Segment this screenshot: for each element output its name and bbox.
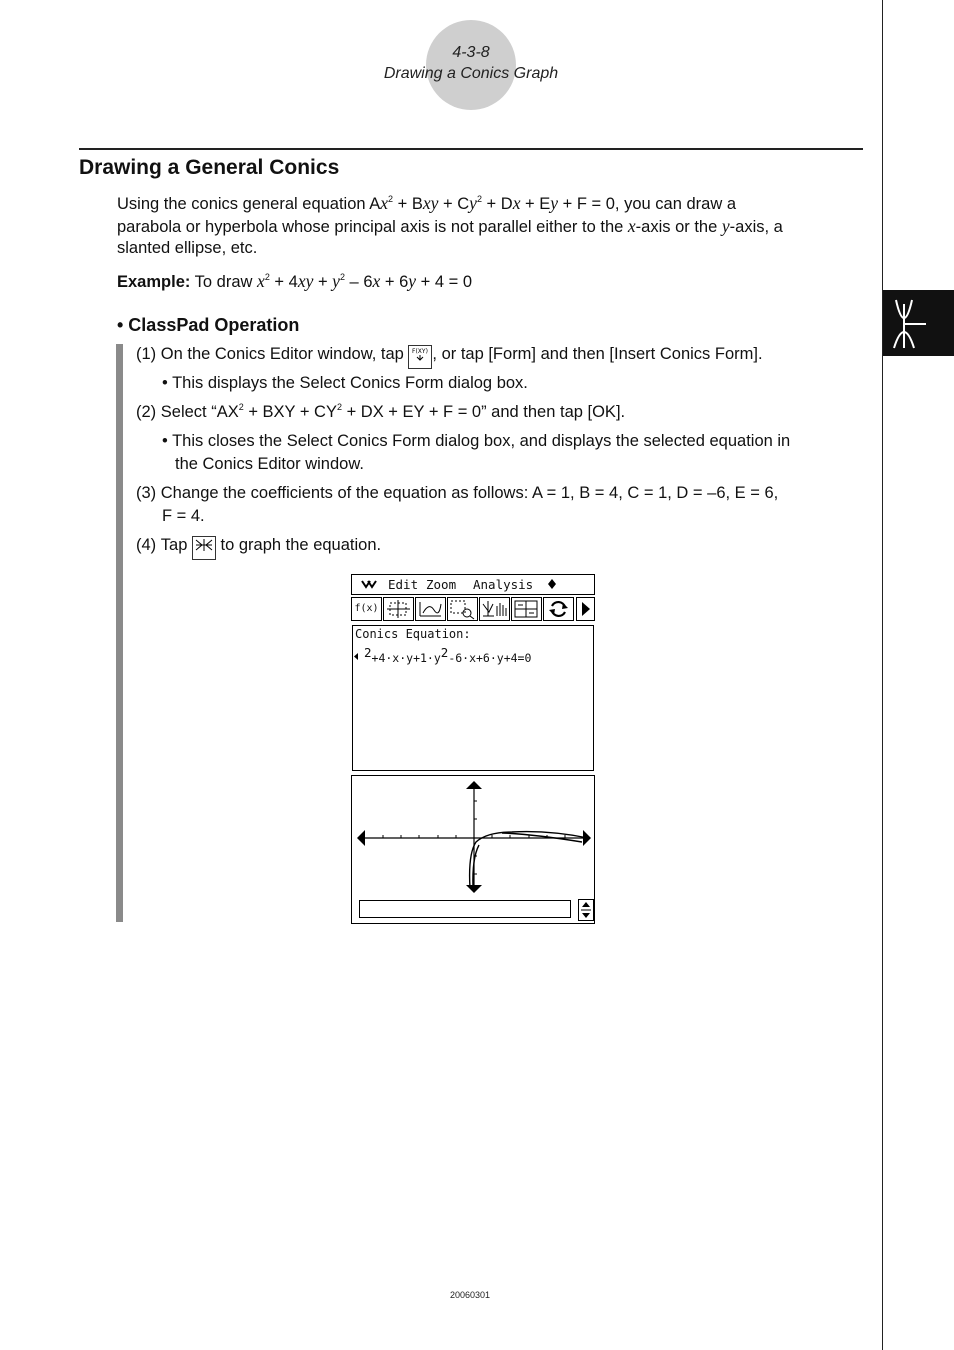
section-title: Drawing a General Conics bbox=[79, 156, 340, 179]
intro-line-3: slanted ellipse, etc. bbox=[117, 239, 258, 257]
step-3: (3) Change the coefficients of the equation as follows: A = 1, B = 4, C = 1, D = –6, E = 6, bbox=[136, 484, 779, 502]
zoom-box-icon bbox=[384, 598, 413, 620]
pan-hand-icon bbox=[480, 598, 509, 620]
toolbar-scroll-right[interactable] bbox=[576, 597, 595, 621]
conics-graph-icon bbox=[883, 290, 954, 356]
status-scroll-arrows[interactable] bbox=[578, 899, 594, 921]
page-number: 4-3-8 bbox=[452, 44, 490, 61]
conics-editor[interactable] bbox=[352, 625, 594, 771]
menu-zoom[interactable]: Zoom bbox=[426, 577, 457, 592]
split-window-icon bbox=[512, 598, 541, 620]
menu-bar bbox=[351, 574, 595, 595]
fx-button[interactable]: f(x) bbox=[351, 597, 382, 621]
pan-button[interactable] bbox=[479, 597, 510, 621]
classpad-screenshot bbox=[351, 574, 595, 924]
graph-window[interactable] bbox=[351, 775, 595, 924]
view-window-button[interactable] bbox=[415, 597, 446, 621]
example-line: Example: To draw $x^2 + 4xy + y^2 - 6x + 6y + 4 = 0$ bbox=[117, 271, 473, 291]
footer-code: 20060301 bbox=[449, 1290, 491, 1300]
zoom-box-button[interactable] bbox=[383, 597, 414, 621]
toolbar bbox=[351, 597, 595, 621]
arrow-right-icon bbox=[577, 598, 594, 620]
menu-edit[interactable]: Edit bbox=[388, 577, 419, 592]
step-2: (2) Select “$AX^2$ + BXY + $CY^2$ + DX + EY + F = 0” and then tap [OK]. bbox=[136, 402, 626, 421]
menu-diamond-icon[interactable] bbox=[546, 575, 558, 599]
menu-analysis[interactable]: Analysis bbox=[473, 577, 534, 592]
status-input-field[interactable] bbox=[359, 900, 571, 918]
section-rule bbox=[79, 148, 863, 150]
step-4: (4) Tap to graph the equation. bbox=[136, 534, 381, 560]
chapter-tab bbox=[883, 290, 954, 356]
operation-heading: • ClassPad Operation bbox=[117, 315, 300, 335]
step-2-bullet: • This closes the Select Conics Form dialog box, and displays the selected equation in bbox=[162, 432, 791, 450]
menu-dropdown-icon[interactable] bbox=[360, 575, 380, 599]
operation-side-bar bbox=[116, 344, 123, 922]
redraw-button[interactable] bbox=[543, 597, 574, 621]
window-split-button[interactable] bbox=[511, 597, 542, 621]
graph-draw-icon bbox=[192, 536, 216, 560]
scroll-left-icon bbox=[353, 650, 359, 662]
step-3-cont: F = 4. bbox=[162, 507, 205, 525]
x-axis-left-arrow bbox=[357, 830, 365, 846]
example-label: Example: bbox=[117, 273, 191, 291]
right-margin-rule bbox=[882, 0, 883, 1350]
step-2-bullet-cont: the Conics Editor window. bbox=[175, 455, 364, 473]
insert-conics-form-icon bbox=[408, 345, 432, 369]
svg-text:F(XY): F(XY) bbox=[412, 348, 429, 355]
view-window-icon bbox=[416, 598, 445, 620]
conics-equation[interactable]: 2+4·x·y+1·y2-6·x+6·y+4=0 bbox=[353, 650, 531, 665]
conic-curve bbox=[470, 832, 588, 888]
intro-line-1: Using the conics general equation $Ax^2$ + Bxy + $Cy^2 + Dx + Ey + F = 0$, you can draw a bbox=[117, 193, 736, 213]
y-axis-top-arrow bbox=[466, 781, 482, 789]
y-axis-bottom-arrow bbox=[466, 885, 482, 893]
step-1-bullet: • This displays the Select Conics Form dialog box. bbox=[162, 374, 528, 392]
magnify-icon bbox=[448, 598, 477, 620]
trace-button[interactable] bbox=[447, 597, 478, 621]
step-1: (1) On the Conics Editor window, tap F(XY) , or tap [Form] and then [Insert Conics Form]. bbox=[136, 343, 763, 369]
page-section-title: Drawing a Conics Graph bbox=[383, 65, 559, 82]
intro-line-2: parabola or hyperbola whose principal axis is not parallel either to the x-axis or the y-axis, a bbox=[117, 216, 783, 236]
up-down-arrow-icon bbox=[579, 900, 593, 920]
redraw-icon bbox=[544, 598, 573, 620]
conics-equation-label: Conics Equation: bbox=[355, 627, 471, 641]
